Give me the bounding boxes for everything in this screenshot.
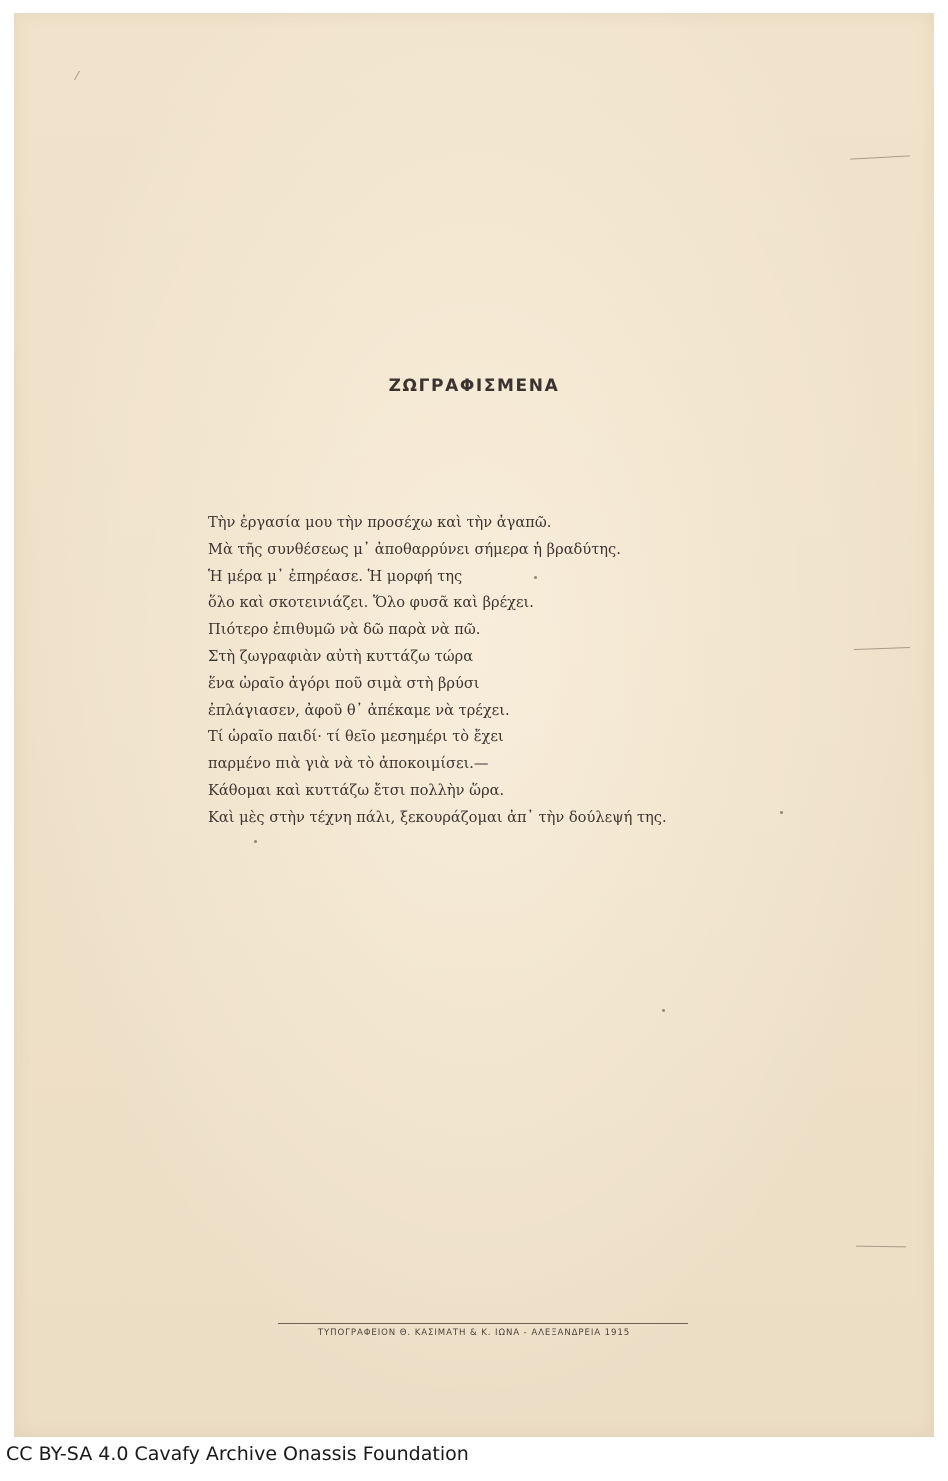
poem-line: Μὰ τῆς συνθέσεως μ᾿ ἀποθαρρύνει σήμερα ἡ βραδύτης.	[208, 540, 621, 558]
poem-line: ἐπλάγιασεν, ἀφοῦ θ᾿ ἀπέκαμε νὰ τρέχει.	[208, 701, 510, 719]
license-caption: CC BY-SA 4.0 Cavafy Archive Onassis Foundation	[6, 1443, 469, 1465]
poem-title: ΖΩΓΡΑΦΙΣΜΕΝΑ	[388, 376, 560, 396]
poem-line: ὅλο καὶ σκοτεινιάζει. Ὅλο φυσᾶ καὶ βρέχει.	[208, 594, 534, 612]
poem-line: Ἡ μέρα μ᾿ ἐπηρέασε. Ἡ μορφή της	[208, 567, 463, 585]
colophon-divider	[278, 1323, 688, 1324]
paper-speck	[780, 811, 783, 814]
paper-edge-mark	[850, 155, 910, 159]
poem-line: ἕνα ὡραῖο ἀγόρι ποῦ σιμὰ στὴ βρύσι	[208, 674, 480, 692]
poem-line: Τὴν ἐργασία μου τὴν προσέχω καὶ τὴν ἀγαπῶ.	[208, 514, 552, 531]
paper-speck	[662, 1009, 665, 1012]
paper-speck	[534, 576, 537, 579]
paper-edge-mark	[854, 647, 910, 650]
paper-sheet	[14, 13, 934, 1437]
poem-line: παρμένο πιὰ γιὰ νὰ τὸ ἀποκοιμίσει.—	[208, 755, 489, 773]
poem-line: Στὴ ζωγραφιὰν αὐτὴ κυττάζω τώρα	[208, 647, 474, 665]
paper-speck	[254, 840, 257, 843]
poem-line: Κάθομαι καὶ κυττάζω ἔτσι πολλὴν ὥρα.	[208, 781, 505, 799]
poem-line: Τί ὡραῖο παιδί· τί θεῖο μεσημέρι τὸ ἔχει	[208, 728, 504, 746]
paper-edge-mark	[74, 71, 80, 80]
poem-line: Καὶ μὲς στὴν τέχνη πάλι, ξεκουράζομαι ἀπ᾿ τὴν δούλεψή της.	[208, 808, 667, 826]
paper-edge-mark	[856, 1246, 906, 1248]
poem-line: Πιότερο ἐπιθυμῶ νὰ δῶ παρὰ νὰ πῶ.	[208, 621, 481, 639]
printer-colophon: ΤΥΠΟΓΡΑΦΕΙΟΝ Θ. ΚΑΣΙΜΑΤΗ & Κ. ΙΩΝΑ - ΑΛΕΞΑΝΔΡΕΙΑ 1915	[317, 1328, 631, 1338]
poem-body	[208, 510, 808, 832]
